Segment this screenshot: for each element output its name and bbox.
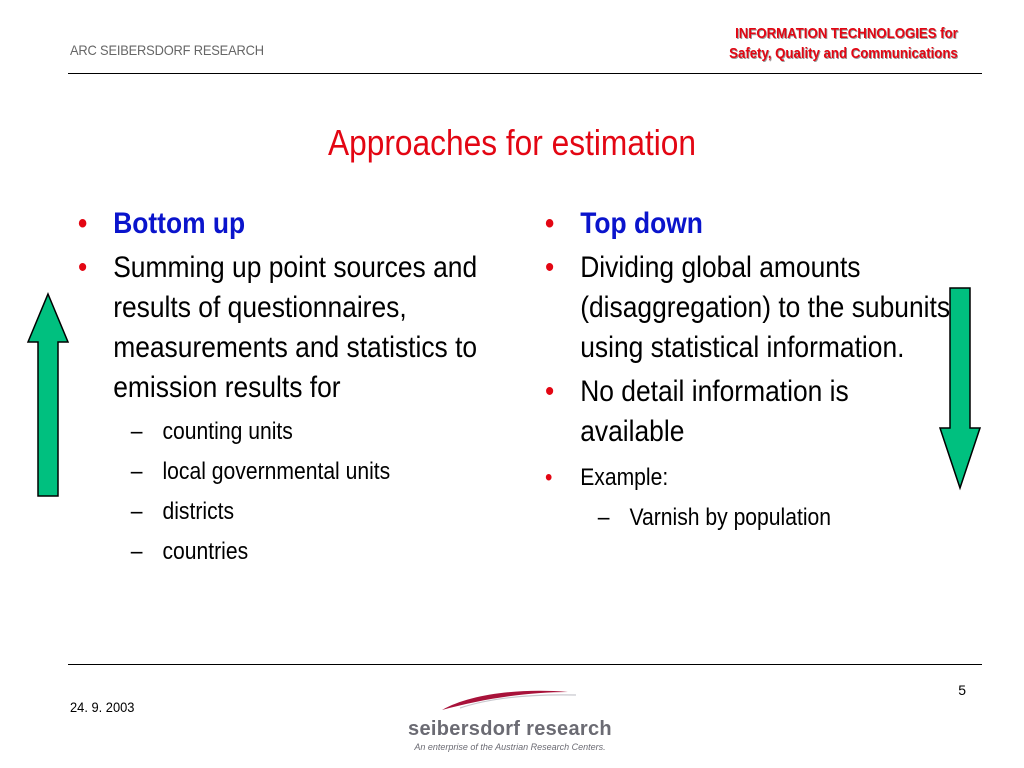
footer-divider — [68, 664, 982, 665]
top-down-note: No detail information is available — [580, 375, 849, 448]
sub-item — [78, 456, 518, 488]
example-sub-item — [545, 502, 959, 534]
bullet-dot: • — [545, 464, 553, 491]
example-item — [545, 462, 959, 494]
bullet-dot: • — [545, 375, 555, 408]
page-number: 5 — [958, 682, 966, 698]
division-title — [729, 24, 958, 64]
bullet-dot: • — [545, 251, 555, 284]
bullet-dash: – — [130, 498, 143, 525]
bullet-dash: – — [130, 418, 143, 445]
top-down-description-item — [545, 248, 959, 368]
bullet-dot: • — [545, 207, 555, 240]
bullet-dash: – — [130, 458, 143, 485]
top-down-heading-item — [545, 204, 959, 244]
sub-item — [78, 416, 518, 448]
sub-item-label: countries — [162, 538, 249, 565]
header-divider — [68, 73, 982, 74]
top-down-note-item — [545, 372, 959, 452]
bottom-up-description-item — [78, 248, 518, 408]
example-sub-label: Varnish by population — [629, 504, 832, 531]
division-title-line-1: INFORMATION TECHNOLOGIES for — [735, 25, 958, 42]
division-title-line-2: Safety, Quality and Communications — [729, 45, 958, 62]
sub-item-label: districts — [162, 498, 235, 525]
organization-name: ARC SEIBERSDORF RESEARCH — [70, 42, 264, 58]
bottom-up-heading: Bottom up — [113, 207, 246, 240]
bullet-dot: • — [78, 251, 88, 284]
top-down-column — [545, 204, 959, 534]
bullet-dash: – — [130, 538, 143, 565]
sub-item — [78, 496, 518, 528]
sub-item-label: local governmental units — [162, 458, 391, 485]
top-down-heading: Top down — [580, 207, 703, 240]
top-down-description: Dividing global amounts (disaggregation) to the subunits using statistical information. — [580, 251, 951, 364]
brand-name: seibersdorf research — [408, 718, 612, 740]
presentation-date: 24. 9. 2003 — [70, 699, 135, 715]
sub-item-label: counting units — [162, 418, 293, 445]
slide-title: Approaches for estimation — [327, 122, 697, 163]
sub-item — [78, 536, 518, 568]
bottom-up-heading-item — [78, 204, 518, 244]
down-arrow-icon — [938, 286, 982, 492]
bottom-up-description: Summing up point sources and results of questionnaires, measurements and statistics to emission results for — [113, 251, 478, 404]
up-arrow-icon — [26, 292, 70, 498]
bullet-dash: – — [597, 504, 610, 531]
bullet-dot: • — [78, 207, 88, 240]
bottom-up-column — [78, 204, 518, 568]
brand-tagline: An enterprise of the Austrian Research Centers. — [414, 742, 606, 752]
example-label: Example: — [580, 464, 669, 491]
swoosh-logo-icon — [440, 686, 580, 712]
